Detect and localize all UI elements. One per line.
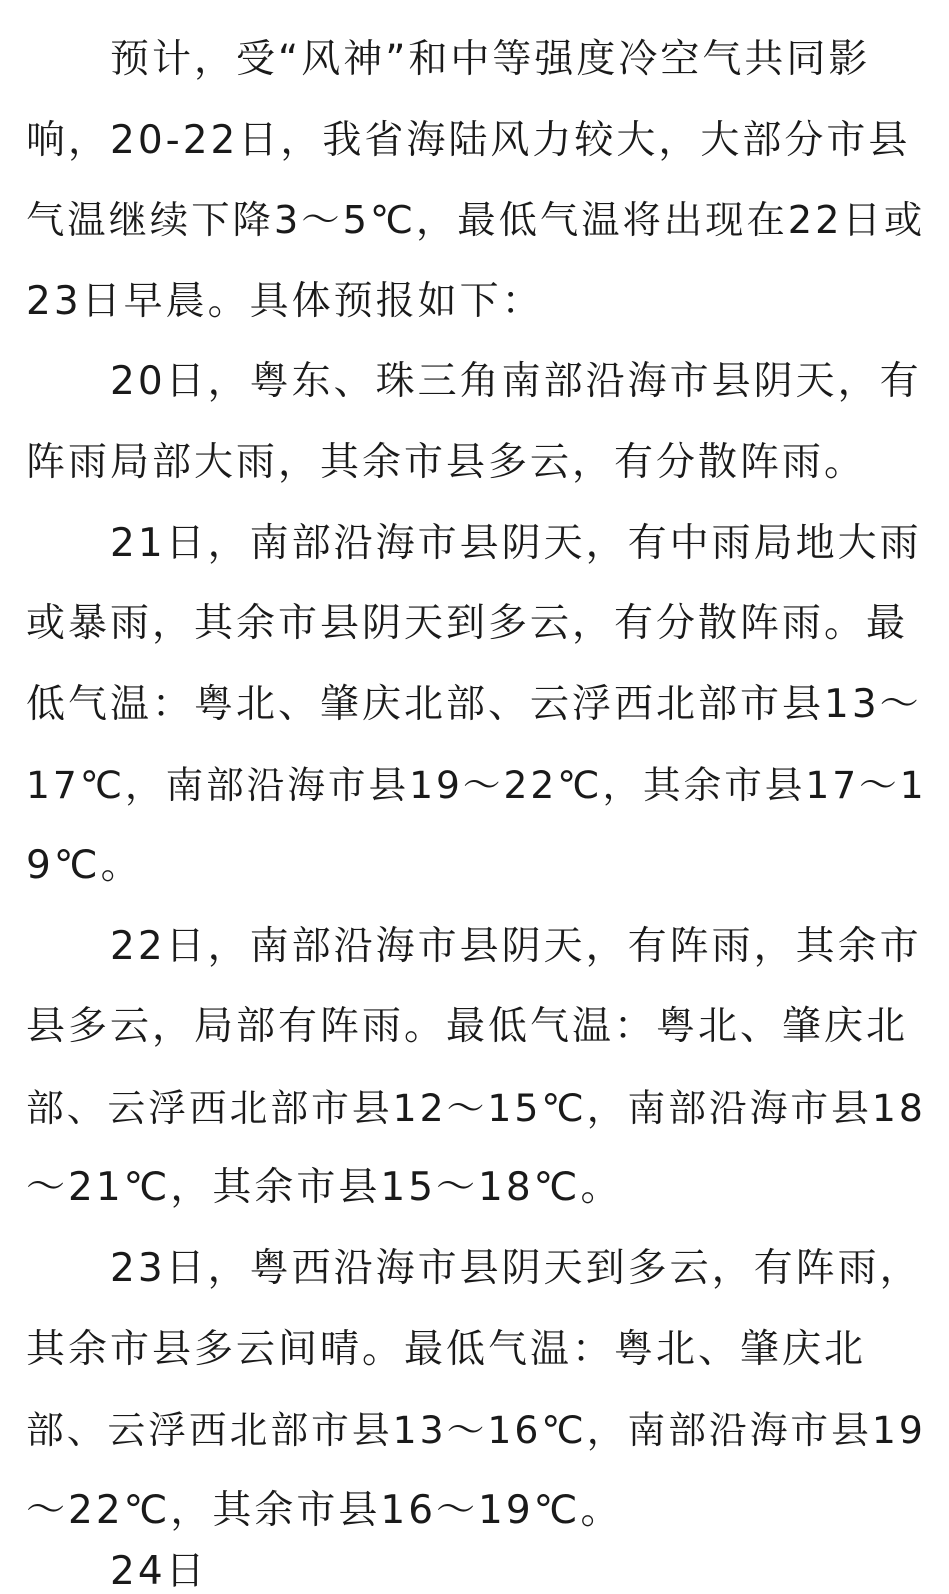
text-line: 部、云浮西北部市县12～15℃，南部沿海市县18 [26, 1085, 926, 1130]
text-line: 部、云浮西北部市县13～16℃，南部沿海市县19 [26, 1408, 926, 1453]
text-line: ～21℃，其余市县15～18℃。 [26, 1165, 623, 1211]
text-line: 低气温：粤北、肇庆北部、云浮西北部市县13～ [26, 681, 922, 727]
paragraph-day-22 [26, 907, 924, 1229]
paragraph-day-21 [26, 504, 927, 907]
text-line: 县多云，局部有阵雨。最低气温：粤北、肇庆北 [26, 1004, 909, 1050]
text-line: 17℃，南部沿海市县19～22℃，其余市县17～1 [26, 763, 927, 808]
text-line: 23日早晨。具体预报如下： [26, 278, 544, 324]
paragraph-day-20 [26, 342, 924, 503]
text-line: 阵雨局部大雨，其余市县多云，有分散阵雨。 [26, 439, 867, 485]
paragraph-day-23 [26, 1229, 924, 1551]
text-line: 其余市县多云间晴。最低气温：粤北、肇庆北 [26, 1326, 867, 1372]
text-line: 或暴雨，其余市县阴天到多云，有分散阵雨。最 [26, 601, 909, 647]
forecast-document [26, 0, 927, 1551]
cut-off-text-line: 24日 [110, 1549, 208, 1594]
text-line: 预计，受“风神”和中等强度冷空气共同影 [110, 37, 871, 82]
text-line: 响，20-22日，我省海陆风力较大，大部分市县 [26, 117, 911, 163]
text-line: ～22℃，其余市县16～19℃。 [26, 1487, 623, 1533]
text-line: 气温继续下降3～5℃，最低气温将出现在22日或 [26, 198, 926, 244]
text-line: 9℃。 [26, 842, 143, 888]
text-line: 21日，南部沿海市县阴天，有中雨局地大雨 [110, 520, 922, 566]
paragraph-intro [26, 20, 924, 342]
text-line: 22日，南部沿海市县阴天，有阵雨，其余市 [110, 923, 922, 969]
text-line: 23日，粤西沿海市县阴天到多云，有阵雨， [110, 1245, 922, 1291]
text-line: 20日，粤东、珠三角南部沿海市县阴天，有 [110, 359, 922, 405]
